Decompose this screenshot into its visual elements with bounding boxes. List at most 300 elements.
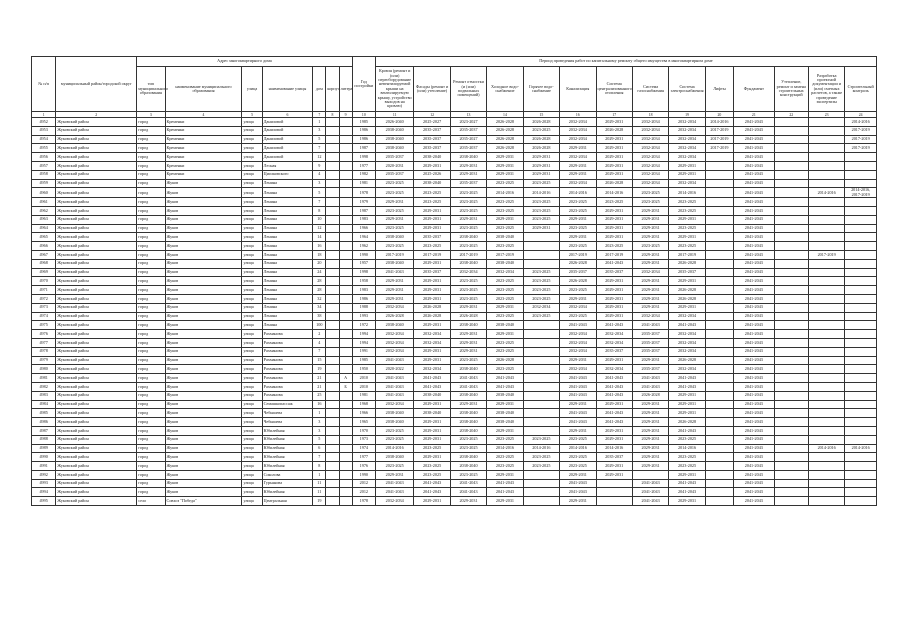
cell-period: 2041-2043 <box>734 135 774 144</box>
cell-period: 2041-2043 <box>734 206 774 215</box>
cell-period: 2041-2043 <box>734 418 774 427</box>
cell-sn: Ленина <box>262 250 313 259</box>
cell-k <box>326 391 339 400</box>
cell-h: 7 <box>313 453 326 462</box>
cell-m: Жуков <box>165 321 242 330</box>
cell-period <box>845 250 877 259</box>
cell-period: 2029-2031 <box>596 312 632 321</box>
cell-period: 2023-2025 <box>375 206 413 215</box>
cell-period <box>808 356 844 365</box>
cell-h: 16 <box>313 242 326 251</box>
cell-period: 2041-2043 <box>734 312 774 321</box>
table-row <box>32 400 877 409</box>
cell-period: 2029-2031 <box>560 356 596 365</box>
cell-period: 2023-2025 <box>450 435 486 444</box>
cell-period <box>705 250 733 259</box>
cell-period: 2041-2043 <box>734 250 774 259</box>
cell-period <box>705 277 733 286</box>
cell-period: 2041-2043 <box>669 426 705 435</box>
cell-period <box>774 135 808 144</box>
cell-sn: Рахманова <box>262 365 313 374</box>
cell-period: 2035-2037 <box>450 126 486 135</box>
cell-lt <box>339 444 352 453</box>
cell-period: 2023-2025 <box>487 206 523 215</box>
cell-n: 4986 <box>32 418 56 427</box>
cell-m: Жуков <box>165 374 242 383</box>
cell-rn: Жуковский район <box>56 444 137 453</box>
cell-rn: Жуковский район <box>56 215 137 224</box>
cell-y: 1977 <box>352 453 375 462</box>
cell-period: 2041-2043 <box>632 374 668 383</box>
cell-n: 4956 <box>32 153 56 162</box>
cell-m: Кременки <box>165 144 242 153</box>
cell-period <box>808 479 844 488</box>
cell-m: Жуков <box>165 286 242 295</box>
cell-period: 2014-2016 <box>487 188 523 198</box>
cell-period: 2029-2031 <box>632 426 668 435</box>
cell-h: 3 <box>313 179 326 188</box>
cell-period: 2032-2034 <box>669 179 705 188</box>
cell-period: 2038-2040 <box>375 418 413 427</box>
column-number: 3 <box>137 112 165 118</box>
cell-period <box>774 144 808 153</box>
cell-lt <box>339 321 352 330</box>
cell-period: 2041-2043 <box>734 382 774 391</box>
cell-period <box>845 170 877 179</box>
cell-rn: Жуковский район <box>56 497 137 506</box>
cell-period: 2029-2031 <box>560 144 596 153</box>
cell-t: город <box>137 347 165 356</box>
cell-t: город <box>137 321 165 330</box>
cell-lt <box>339 188 352 198</box>
cell-period: 2029-2031 <box>560 426 596 435</box>
cell-period: 2035-2037 <box>632 347 668 356</box>
cell-period: 2029-2031 <box>487 170 523 179</box>
cell-y: 1981 <box>352 391 375 400</box>
cell-period <box>808 135 844 144</box>
cell-m: Жуков <box>165 488 242 497</box>
cell-h: 1 <box>313 409 326 418</box>
cell-sn: Гурьянова <box>262 479 313 488</box>
cell-period: 2041-2043 <box>669 488 705 497</box>
cell-y: 1957 <box>352 259 375 268</box>
cell-k <box>326 470 339 479</box>
column-header: Система газоснабжения <box>632 67 668 112</box>
cell-m: Жуков <box>165 250 242 259</box>
table-row <box>32 418 877 427</box>
cell-m: Жуков <box>165 391 242 400</box>
cell-period: 2032-2034 <box>560 330 596 339</box>
cell-period: 2026-2028 <box>414 312 450 321</box>
column-header: дом <box>313 67 326 112</box>
cell-period: 2041-2043 <box>734 479 774 488</box>
cell-n: 4984 <box>32 400 56 409</box>
cell-period: 2029-2031 <box>560 400 596 409</box>
cell-period: 2041-2043 <box>596 409 632 418</box>
cell-y: 1974 <box>352 444 375 453</box>
cell-lt <box>339 215 352 224</box>
cell-n: 4967 <box>32 250 56 259</box>
cell-n: 4980 <box>32 365 56 374</box>
cell-period: 2041-2043 <box>734 409 774 418</box>
cell-h: 5 <box>313 135 326 144</box>
cell-period: 2041-2043 <box>596 391 632 400</box>
cell-period <box>845 356 877 365</box>
cell-s: улица <box>242 268 262 277</box>
cell-period: 2017-2019 <box>845 144 877 153</box>
cell-m: Жуков <box>165 312 242 321</box>
cell-h: 12 <box>313 224 326 233</box>
cell-period: 2029-2031 <box>560 215 596 224</box>
cell-period: 2029-2031 <box>560 470 596 479</box>
cell-n: 4969 <box>32 268 56 277</box>
cell-period: 2032-2034 <box>560 135 596 144</box>
cell-lt <box>339 144 352 153</box>
cell-period: 2032-2034 <box>632 126 668 135</box>
cell-period <box>705 435 733 444</box>
cell-period: 2029-2031 <box>632 224 668 233</box>
cell-period: 2014-2016 <box>523 444 559 453</box>
table-row <box>32 126 877 135</box>
cell-period: 2038-2040 <box>450 233 486 242</box>
cell-period: 2032-2034 <box>560 179 596 188</box>
cell-period: 2029-2031 <box>450 215 486 224</box>
cell-lt <box>339 470 352 479</box>
cell-y: 1985 <box>352 356 375 365</box>
cell-k <box>326 382 339 391</box>
cell-period: 2029-2031 <box>669 170 705 179</box>
cell-y: 1976 <box>352 462 375 471</box>
cell-period: 2032-2034 <box>414 338 450 347</box>
cell-lt <box>339 250 352 259</box>
cell-period: 2041-2043 <box>734 224 774 233</box>
cell-period: 2023-2025 <box>487 462 523 471</box>
cell-k <box>326 444 339 453</box>
cell-m: Жуков <box>165 426 242 435</box>
cell-period <box>808 462 844 471</box>
cell-period: 2032-2034 <box>632 179 668 188</box>
cell-period <box>774 198 808 207</box>
cell-period <box>523 233 559 242</box>
cell-sn: Юбилейная <box>262 453 313 462</box>
cell-period: 2020-2031 <box>375 161 413 170</box>
cell-y: 2010 <box>352 374 375 383</box>
cell-period: 2026-2028 <box>450 312 486 321</box>
cell-period <box>808 277 844 286</box>
cell-k <box>326 409 339 418</box>
cell-period: 2035-2037 <box>632 365 668 374</box>
cell-t: город <box>137 303 165 312</box>
cell-period <box>705 198 733 207</box>
cell-period: 2029-2031 <box>560 497 596 506</box>
cell-period: 2035-2037 <box>414 144 450 153</box>
cell-k <box>326 215 339 224</box>
cell-n: 4958 <box>32 170 56 179</box>
cell-period: 2038-2040 <box>414 179 450 188</box>
cell-period: 2023-2025 <box>523 453 559 462</box>
cell-period: 2032-2034 <box>669 338 705 347</box>
cell-n: 4987 <box>32 426 56 435</box>
cell-period: 2041-2043 <box>734 462 774 471</box>
cell-lt <box>339 418 352 427</box>
cell-period: 2023-2025 <box>414 470 450 479</box>
cell-t: город <box>137 338 165 347</box>
cell-y: 1994 <box>352 330 375 339</box>
table-row <box>32 179 877 188</box>
cell-n: 4971 <box>32 286 56 295</box>
cell-period: 2023-2025 <box>375 188 413 198</box>
cell-period: 2041-2043 <box>734 356 774 365</box>
cell-period: 2041-2043 <box>560 488 596 497</box>
cell-h: 20 <box>313 259 326 268</box>
cell-sn: Юбилейная <box>262 444 313 453</box>
cell-period: 2023-2025 <box>450 277 486 286</box>
cell-period: 2014-2016 <box>560 188 596 198</box>
cell-s: улица <box>242 170 262 179</box>
column-header: наименование муниципального образования <box>165 67 242 112</box>
cell-period: 2029-2031 <box>414 400 450 409</box>
cell-period: 2029-2031 <box>632 462 668 471</box>
cell-n: 4954 <box>32 135 56 144</box>
cell-period <box>774 161 808 170</box>
cell-period <box>845 347 877 356</box>
cell-n: 4974 <box>32 312 56 321</box>
cell-k <box>326 426 339 435</box>
cell-period <box>845 382 877 391</box>
cell-m: Кременки <box>165 135 242 144</box>
cell-m: Жуков <box>165 179 242 188</box>
cell-rn: Жуковский район <box>56 347 137 356</box>
cell-period: 2017-2019 <box>705 126 733 135</box>
cell-k <box>326 418 339 427</box>
cell-period: 2041-2043 <box>734 374 774 383</box>
cell-period: 2035-2037 <box>375 170 413 179</box>
cell-period: 2035-2027 <box>450 135 486 144</box>
cell-period <box>808 426 844 435</box>
cell-t: город <box>137 215 165 224</box>
cell-period: 2026-2040 <box>375 118 413 127</box>
cell-period: 2029-2031 <box>596 118 632 127</box>
cell-period: 2032-2034 <box>632 170 668 179</box>
cell-period <box>596 479 632 488</box>
cell-sn: Рахманова <box>262 338 313 347</box>
cell-t: город <box>137 286 165 295</box>
cell-period: 2014-2016 <box>808 444 844 453</box>
cell-period: 2038-2040 <box>487 418 523 427</box>
period-group-header: Период проведения работ по капитальному ремонту общего имущества в многоквартирном доме <box>375 57 876 67</box>
cell-period <box>774 479 808 488</box>
table-row <box>32 470 877 479</box>
cell-m: Жуков <box>165 409 242 418</box>
cell-period: 2023-2025 <box>487 312 523 321</box>
cell-period: 2041-2043 <box>560 321 596 330</box>
cell-s: улица <box>242 233 262 242</box>
cell-sn: Рахманова <box>262 356 313 365</box>
cell-t: город <box>137 391 165 400</box>
cell-m: Кременки <box>165 161 242 170</box>
column-number: 11 <box>375 112 413 118</box>
cell-period <box>523 356 559 365</box>
cell-sn: Ленина <box>262 268 313 277</box>
cell-n: 4991 <box>32 462 56 471</box>
cell-period: 2023-2025 <box>523 286 559 295</box>
cell-period <box>808 161 844 170</box>
cell-period: 2014-2016 <box>845 444 877 453</box>
cell-period <box>523 374 559 383</box>
cell-period: 2026-2028 <box>560 277 596 286</box>
cell-lt <box>339 286 352 295</box>
cell-period <box>705 409 733 418</box>
cell-lt <box>339 391 352 400</box>
cell-period: 2023-2025 <box>450 470 486 479</box>
cell-k <box>326 479 339 488</box>
table-row <box>32 382 877 391</box>
cell-t: город <box>137 118 165 127</box>
cell-k <box>326 118 339 127</box>
cell-m: Жуков <box>165 470 242 479</box>
column-number: 15 <box>523 112 559 118</box>
cell-period: 2032-2034 <box>669 365 705 374</box>
cell-period: 2032-2034 <box>632 153 668 162</box>
cell-h: 3 <box>313 426 326 435</box>
cell-h: 7 <box>313 347 326 356</box>
cell-period: 2041-2043 <box>734 277 774 286</box>
cell-period <box>774 321 808 330</box>
cell-period: 2029-2031 <box>632 453 668 462</box>
cell-period <box>808 233 844 242</box>
cell-s: улица <box>242 347 262 356</box>
cell-period <box>808 179 844 188</box>
table-row <box>32 259 877 268</box>
cell-period <box>705 462 733 471</box>
cell-period: 2038-2040 <box>450 391 486 400</box>
cell-period <box>808 400 844 409</box>
cell-t: город <box>137 382 165 391</box>
column-header: Строительный контроль <box>845 67 877 112</box>
table-row <box>32 233 877 242</box>
cell-period <box>808 259 844 268</box>
cell-period: 2029-2031 <box>596 277 632 286</box>
cell-y: 2012 <box>352 479 375 488</box>
cell-k <box>326 488 339 497</box>
cell-period: 2017-2019 <box>596 250 632 259</box>
cell-t: город <box>137 268 165 277</box>
cell-period: 2023-2025 <box>450 198 486 207</box>
cell-m: Совхоз "Победа" <box>165 497 242 506</box>
cell-period: 2023-2025 <box>487 453 523 462</box>
cell-period: 2038-2040 <box>487 259 523 268</box>
cell-period <box>705 365 733 374</box>
cell-period: 2029-2031 <box>375 294 413 303</box>
cell-period <box>523 330 559 339</box>
cell-period: 2023-2025 <box>523 435 559 444</box>
cell-lt <box>339 400 352 409</box>
cell-period: 2035-2037 <box>375 153 413 162</box>
cell-s: улица <box>242 479 262 488</box>
cell-h: 25 <box>313 391 326 400</box>
cell-period: 2029-2031 <box>632 356 668 365</box>
cell-period <box>774 242 808 251</box>
cell-sn: Циолковского <box>262 170 313 179</box>
cell-period <box>705 153 733 162</box>
cell-period: 2029-2031 <box>414 426 450 435</box>
cell-h: 19 <box>313 497 326 506</box>
cell-rn: Жуковский район <box>56 426 137 435</box>
cell-period <box>845 497 877 506</box>
cell-period <box>705 268 733 277</box>
cell-period: 2038-2040 <box>450 365 486 374</box>
cell-sn: Ленина <box>262 321 313 330</box>
cell-period: 2023-2025 <box>450 286 486 295</box>
cell-period <box>774 374 808 383</box>
cell-t: город <box>137 170 165 179</box>
cell-lt <box>339 242 352 251</box>
cell-k <box>326 242 339 251</box>
cell-period <box>774 268 808 277</box>
cell-period: 2035-2037 <box>450 179 486 188</box>
cell-period: 2029-2031 <box>596 426 632 435</box>
cell-lt <box>339 497 352 506</box>
cell-period: 2023-2025 <box>523 268 559 277</box>
cell-period: 2032-2034 <box>669 135 705 144</box>
cell-period <box>808 330 844 339</box>
cell-m: Жуков <box>165 277 242 286</box>
cell-period: 2032-2034 <box>632 161 668 170</box>
cell-period: 2026-2028 <box>523 118 559 127</box>
cell-n: 4989 <box>32 444 56 453</box>
cell-rn: Жуковский район <box>56 188 137 198</box>
cell-m: Жуков <box>165 294 242 303</box>
cell-period: 2029-2031 <box>669 215 705 224</box>
cell-period: 2026-2028 <box>523 144 559 153</box>
cell-period: 2041-2043 <box>596 374 632 383</box>
cell-period: 2023-2025 <box>487 347 523 356</box>
cell-lt <box>339 330 352 339</box>
cell-period: 2029-2031 <box>596 294 632 303</box>
cell-period: 2041-2043 <box>375 374 413 383</box>
cell-period: 2032-2034 <box>669 330 705 339</box>
cell-m: Жуков <box>165 365 242 374</box>
cell-period: 2032-2034 <box>596 365 632 374</box>
cell-s: улица <box>242 286 262 295</box>
cell-period <box>705 338 733 347</box>
cell-y: 1972 <box>352 321 375 330</box>
cell-h: 21 <box>313 374 326 383</box>
column-number: 1 <box>32 112 56 118</box>
cell-period: 2038-2040 <box>450 453 486 462</box>
cell-period: 2032-2034 <box>560 338 596 347</box>
cell-period <box>596 488 632 497</box>
table-row <box>32 444 877 453</box>
cell-period: 2041-2043 <box>414 488 450 497</box>
cell-period: 2029-2031 <box>596 356 632 365</box>
cell-period: 2026-2028 <box>669 294 705 303</box>
cell-period: 2023-2025 <box>375 179 413 188</box>
cell-period <box>523 426 559 435</box>
cell-m: Жуков <box>165 462 242 471</box>
cell-sn: Чебышева <box>262 418 313 427</box>
cell-h: 3 <box>313 418 326 427</box>
cell-period: 2041-2043 <box>669 479 705 488</box>
cell-k <box>326 303 339 312</box>
cell-period: 2023-2025 <box>632 242 668 251</box>
cell-lt <box>339 409 352 418</box>
cell-k <box>326 277 339 286</box>
cell-t: город <box>137 179 165 188</box>
cell-t: город <box>137 479 165 488</box>
cell-sn: Ленина <box>262 277 313 286</box>
cell-m: Жуков <box>165 206 242 215</box>
